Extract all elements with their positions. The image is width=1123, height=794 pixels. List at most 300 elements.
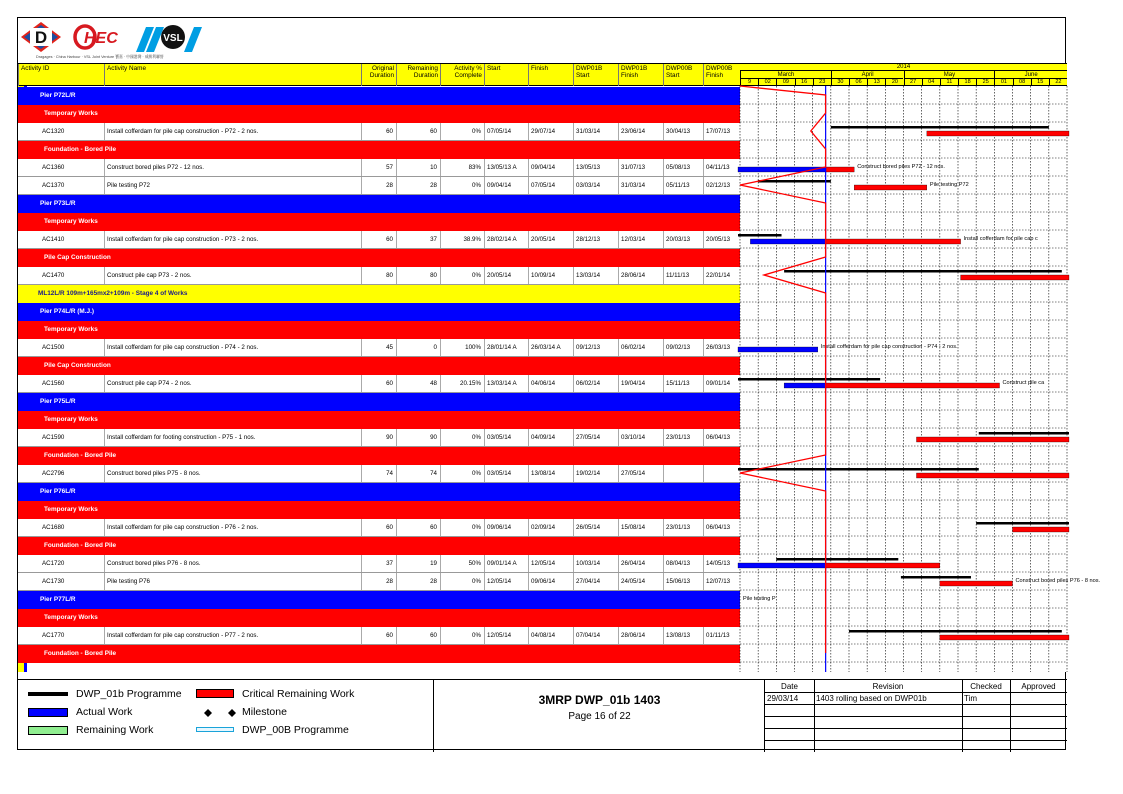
cell-name: Install cofferdam for footing construction - P75 - 1 nos. bbox=[104, 429, 361, 446]
gantt-chart bbox=[740, 86, 1101, 672]
cell-pct: 83% bbox=[440, 159, 484, 176]
actual-work-bar bbox=[784, 383, 826, 388]
legend-remaining-label: Remaining Work bbox=[76, 724, 154, 736]
cell-rd: 80 bbox=[396, 267, 440, 284]
legend-critical-swatch bbox=[196, 689, 234, 698]
cell-od: 28 bbox=[361, 573, 396, 590]
gantt-bar-label: Install cofferdam for pile cap c bbox=[963, 236, 1038, 242]
cell-id: AC1320 bbox=[42, 128, 65, 135]
cell-rd: 10 bbox=[396, 159, 440, 176]
cell-rd: 48 bbox=[396, 375, 440, 392]
vsl-logo-text: VSL bbox=[163, 33, 183, 44]
cell-s1: 03/03/14 bbox=[573, 177, 618, 194]
critical-remaining-bar bbox=[1013, 527, 1070, 532]
cell-od: 28 bbox=[361, 177, 396, 194]
cell-pct: 100% bbox=[440, 339, 484, 356]
wbs-label: Pier P73L/R bbox=[40, 200, 76, 207]
cell-f1: 06/02/14 bbox=[618, 339, 663, 356]
wbs-label: Temporary Works bbox=[44, 416, 98, 423]
cell-od: 37 bbox=[361, 555, 396, 572]
cell-pct: 0% bbox=[440, 123, 484, 140]
critical-remaining-bar bbox=[826, 239, 961, 244]
cell-f0: 04/11/13 bbox=[703, 159, 740, 176]
cell-name: Construct pile cap P73 - 2 nos. bbox=[104, 267, 361, 284]
cell-start: 09/06/14 bbox=[484, 519, 528, 536]
cell-f0: 02/12/13 bbox=[703, 177, 740, 194]
gantt-bar-label: Pile testing P72 bbox=[929, 182, 969, 188]
gantt-bar-label: Pile testing P bbox=[743, 596, 776, 602]
timeline-week: 02 bbox=[758, 79, 776, 86]
cell-f1: 24/05/14 bbox=[618, 573, 663, 590]
cell-s0 bbox=[663, 465, 703, 482]
wbs-group-row[interactable] bbox=[18, 393, 740, 411]
cell-name: Install cofferdam for pile cap construction - P73 - 2 nos. bbox=[104, 231, 361, 248]
wbs-group-row[interactable] bbox=[18, 195, 740, 213]
cell-rd: 60 bbox=[396, 627, 440, 644]
header-line: DWP01B bbox=[621, 65, 648, 72]
critical-remaining-bar bbox=[927, 131, 1069, 136]
cell-start: 20/05/14 bbox=[484, 267, 528, 284]
timeline-week: 15 bbox=[1031, 79, 1049, 86]
cell-s1: 27/04/14 bbox=[573, 573, 618, 590]
header-activity-id[interactable]: Activity ID bbox=[18, 64, 104, 86]
cell-s0: 05/08/13 bbox=[663, 159, 703, 176]
cell-name: Pile testing P76 bbox=[104, 573, 361, 590]
wbs-group-row[interactable] bbox=[18, 645, 740, 663]
cell-f0: 22/01/14 bbox=[703, 267, 740, 284]
cell-id: AC1680 bbox=[42, 524, 65, 531]
cell-od: 90 bbox=[361, 429, 396, 446]
wbs-label: Pier P76L/R bbox=[40, 488, 76, 495]
header-line: Start bbox=[576, 72, 590, 79]
cell-pct: 0% bbox=[440, 573, 484, 590]
milestone-icon bbox=[228, 709, 236, 717]
wbs-label: Temporary Works bbox=[44, 218, 98, 225]
logo-area bbox=[18, 18, 278, 63]
cell-pct: 38.9% bbox=[440, 231, 484, 248]
cell-f1: 23/06/14 bbox=[618, 123, 663, 140]
header-dwp00b-finish[interactable] bbox=[703, 64, 740, 86]
vsl-logo bbox=[136, 22, 202, 52]
activity-row[interactable] bbox=[18, 267, 740, 285]
rev-date: 29/03/14 bbox=[767, 694, 799, 703]
cell-f0: 12/07/13 bbox=[703, 573, 740, 590]
wbs-group-row[interactable] bbox=[18, 609, 740, 627]
timeline-week: 27 bbox=[904, 79, 922, 86]
legend-dwp00b-swatch bbox=[196, 727, 234, 732]
cell-od: 80 bbox=[361, 267, 396, 284]
cell-finish: 09/04/14 bbox=[528, 159, 573, 176]
cell-od: 60 bbox=[361, 519, 396, 536]
rev-header-approved: Approved bbox=[1021, 682, 1056, 691]
cell-rd: 28 bbox=[396, 573, 440, 590]
critical-remaining-bar bbox=[916, 437, 1069, 442]
cell-f1: 15/08/14 bbox=[618, 519, 663, 536]
wbs-label: Foundation - Bored Pile bbox=[44, 146, 117, 153]
cell-pct: 20.15% bbox=[440, 375, 484, 392]
activity-table bbox=[18, 86, 740, 672]
cell-s1: 19/02/14 bbox=[573, 465, 618, 482]
wbs-group-row[interactable] bbox=[18, 141, 740, 159]
actual-work-bar bbox=[738, 347, 818, 352]
cell-pct: 0% bbox=[440, 177, 484, 194]
cell-name: Construct bored piles P75 - 8 nos. bbox=[104, 465, 361, 482]
cell-pct: 0% bbox=[440, 465, 484, 482]
cell-rd: 37 bbox=[396, 231, 440, 248]
rev-description: 1403 rolling based on DWP01b bbox=[816, 694, 927, 703]
activity-row[interactable] bbox=[18, 231, 740, 249]
activity-row[interactable] bbox=[18, 429, 740, 447]
wbs-group-row[interactable] bbox=[18, 321, 740, 339]
wbs-group-row[interactable] bbox=[18, 213, 740, 231]
report-title: 3MRP DWP_01b 1403 bbox=[538, 693, 661, 707]
cell-f0: 20/05/13 bbox=[703, 231, 740, 248]
cell-start: 07/05/14 bbox=[484, 123, 528, 140]
critical-remaining-bar bbox=[826, 383, 1000, 388]
header-line: DWP00B bbox=[706, 65, 733, 72]
cell-id: AC1720 bbox=[42, 560, 65, 567]
timeline-month: April bbox=[831, 71, 904, 79]
cell-od: 60 bbox=[361, 627, 396, 644]
cell-s1: 10/03/14 bbox=[573, 555, 618, 572]
column-header bbox=[18, 63, 740, 86]
timeline-week: 04 bbox=[922, 79, 940, 86]
cell-start: 03/05/14 bbox=[484, 429, 528, 446]
wbs-group-row[interactable] bbox=[18, 537, 740, 555]
wbs-label: Pile Cap Construction bbox=[44, 254, 111, 261]
cell-s0: 20/03/13 bbox=[663, 231, 703, 248]
rev-grid bbox=[765, 728, 1067, 729]
cell-pct: 0% bbox=[440, 519, 484, 536]
wbs-label: Temporary Works bbox=[44, 506, 98, 513]
cell-f1: 19/04/14 bbox=[618, 375, 663, 392]
timeline-week: 08 bbox=[1013, 79, 1031, 86]
cell-start: 09/01/14 A bbox=[484, 555, 528, 572]
header-line: Original bbox=[371, 65, 394, 72]
cell-f0: 06/04/13 bbox=[703, 519, 740, 536]
cell-name: Pile testing P72 bbox=[104, 177, 361, 194]
cell-finish: 26/03/14 A bbox=[528, 339, 573, 356]
cell-finish: 13/08/14 bbox=[528, 465, 573, 482]
cell-s1: 26/05/14 bbox=[573, 519, 618, 536]
critical-remaining-bar bbox=[940, 635, 1069, 640]
programme-bar bbox=[901, 576, 971, 579]
cell-finish: 04/08/14 bbox=[528, 627, 573, 644]
cell-od: 60 bbox=[361, 375, 396, 392]
cell-s0: 15/11/13 bbox=[663, 375, 703, 392]
legend-milestone-label: Milestone bbox=[242, 706, 287, 718]
wbs-label: Pile Cap Construction bbox=[44, 362, 111, 369]
header-line: Finish bbox=[621, 72, 639, 79]
cell-f0: 06/04/13 bbox=[703, 429, 740, 446]
cell-od: 60 bbox=[361, 231, 396, 248]
cell-name: Install cofferdam for pile cap construction - P76 - 2 nos. bbox=[104, 519, 361, 536]
cell-pct: 0% bbox=[440, 267, 484, 284]
header-line: Duration bbox=[369, 72, 394, 79]
wbs-group-row[interactable] bbox=[18, 483, 740, 501]
cell-name: Install cofferdam for pile cap construction - P77 - 2 nos. bbox=[104, 627, 361, 644]
activity-row[interactable] bbox=[18, 159, 740, 177]
cell-pct: 0% bbox=[440, 429, 484, 446]
programme-bar bbox=[758, 180, 831, 183]
wbs-label: Pier P77L/R bbox=[40, 596, 76, 603]
cell-rd: 90 bbox=[396, 429, 440, 446]
timeline-week: 25 bbox=[976, 79, 994, 86]
wbs-label: Pier P74L/R (M.J.) bbox=[40, 308, 94, 315]
wbs-label: Temporary Works bbox=[44, 326, 98, 333]
cell-name: Construct bored piles P72 - 12 nos. bbox=[104, 159, 361, 176]
cell-f0: 26/03/13 bbox=[703, 339, 740, 356]
cell-finish: 07/05/14 bbox=[528, 177, 573, 194]
cell-id: AC1370 bbox=[42, 182, 65, 189]
rev-grid bbox=[1010, 680, 1011, 752]
legend-remaining-swatch bbox=[28, 726, 68, 735]
rev-grid bbox=[765, 704, 1067, 705]
header-orig-dur[interactable] bbox=[361, 64, 396, 86]
activity-row[interactable] bbox=[18, 339, 740, 357]
header-finish[interactable]: Finish bbox=[528, 64, 573, 86]
activity-row[interactable] bbox=[18, 177, 740, 195]
wbs-label: Foundation - Bored Pile bbox=[44, 650, 117, 657]
cell-id: AC1770 bbox=[42, 632, 65, 639]
chec-logo-text: HEC bbox=[84, 30, 118, 47]
timeline-week: 9 bbox=[740, 79, 758, 86]
activity-row[interactable] bbox=[18, 519, 740, 537]
programme-bar bbox=[831, 126, 1049, 129]
cell-finish: 04/06/14 bbox=[528, 375, 573, 392]
cell-f1: 26/04/14 bbox=[618, 555, 663, 572]
legend-programme-label: DWP_01b Programme bbox=[76, 688, 182, 700]
gantt-bar-label: Construct bored piles P72 - 12 nos. bbox=[857, 164, 945, 170]
cell-s0: 11/11/13 bbox=[663, 267, 703, 284]
programme-bar bbox=[976, 522, 1069, 525]
cell-s0: 23/01/13 bbox=[663, 519, 703, 536]
cell-f0: 01/11/13 bbox=[703, 627, 740, 644]
rev-checked: Tim bbox=[964, 694, 978, 703]
cell-start: 12/05/14 bbox=[484, 627, 528, 644]
cell-rd: 60 bbox=[396, 123, 440, 140]
programme-bar bbox=[849, 630, 1062, 633]
timeline-week: 11 bbox=[940, 79, 958, 86]
timeline-header bbox=[740, 63, 1067, 86]
cell-s1: 09/12/13 bbox=[573, 339, 618, 356]
cell-f1: 31/07/13 bbox=[618, 159, 663, 176]
cell-rd: 60 bbox=[396, 519, 440, 536]
cell-rd: 19 bbox=[396, 555, 440, 572]
wbs-label: ML12L/R 109m+165mx2+109m - Stage 4 of Works bbox=[38, 290, 188, 297]
cell-finish: 20/05/14 bbox=[528, 231, 573, 248]
cell-od: 45 bbox=[361, 339, 396, 356]
cell-s0: 09/02/13 bbox=[663, 339, 703, 356]
activity-row[interactable] bbox=[18, 627, 740, 645]
dragages-logo-letter: D bbox=[34, 28, 48, 47]
cell-s0: 30/04/13 bbox=[663, 123, 703, 140]
header-activity-name[interactable]: Activity Name bbox=[104, 64, 361, 86]
header-dwp00b-start[interactable] bbox=[663, 64, 703, 86]
chec-logo bbox=[74, 24, 128, 50]
wbs-label: Temporary Works bbox=[44, 614, 98, 621]
timeline-week: 18 bbox=[958, 79, 976, 86]
header-line: Remaining bbox=[407, 65, 438, 72]
cell-s1: 13/03/14 bbox=[573, 267, 618, 284]
wbs-group-row[interactable] bbox=[18, 285, 740, 303]
wbs-group-row[interactable] bbox=[18, 357, 740, 375]
rev-grid bbox=[962, 680, 963, 752]
cell-id: AC1590 bbox=[42, 434, 65, 441]
cell-finish: 02/09/14 bbox=[528, 519, 573, 536]
header-line: DWP00B bbox=[666, 65, 693, 72]
schedule-sheet bbox=[17, 17, 1101, 750]
cell-finish: 09/06/14 bbox=[528, 573, 573, 590]
cell-rd: 74 bbox=[396, 465, 440, 482]
cell-start: 13/05/13 A bbox=[484, 159, 528, 176]
programme-bar bbox=[738, 234, 782, 237]
cell-pct: 50% bbox=[440, 555, 484, 572]
revision-table bbox=[765, 680, 1067, 752]
header-line: Finish bbox=[706, 72, 724, 79]
cell-s1: 13/05/13 bbox=[573, 159, 618, 176]
cell-rd: 28 bbox=[396, 177, 440, 194]
cell-f0 bbox=[703, 465, 740, 482]
cell-s1: 31/03/14 bbox=[573, 123, 618, 140]
timeline-month: May bbox=[904, 71, 995, 79]
rev-grid bbox=[765, 740, 1067, 741]
wbs-group-row[interactable] bbox=[18, 87, 740, 105]
header-line: Activity % bbox=[454, 65, 482, 72]
wbs-group-row[interactable] bbox=[18, 501, 740, 519]
cell-start: 13/03/14 A bbox=[484, 375, 528, 392]
rev-grid bbox=[814, 680, 815, 752]
header-line: DWP01B bbox=[576, 65, 603, 72]
cell-name: Construct bored piles P76 - 8 nos. bbox=[104, 555, 361, 572]
rev-header-revision: Revision bbox=[872, 682, 904, 691]
wbs-group-row[interactable] bbox=[18, 591, 740, 609]
legend-actual-swatch bbox=[28, 708, 68, 717]
timeline-week: 30 bbox=[831, 79, 849, 86]
cell-name: Install cofferdam for pile cap construction - P74 - 2 nos. bbox=[104, 339, 361, 356]
cell-s0: 23/01/13 bbox=[663, 429, 703, 446]
cell-f1: 28/06/14 bbox=[618, 627, 663, 644]
legend bbox=[18, 680, 434, 752]
cell-f0: 09/01/14 bbox=[703, 375, 740, 392]
cell-start: 09/04/14 bbox=[484, 177, 528, 194]
cell-od: 74 bbox=[361, 465, 396, 482]
header-dwp01b-finish[interactable] bbox=[618, 64, 663, 86]
legend-programme-swatch bbox=[28, 692, 68, 696]
header-start[interactable]: Start bbox=[484, 64, 528, 86]
timeline-year: 2014 bbox=[740, 64, 1067, 71]
wbs-label: Foundation - Bored Pile bbox=[44, 542, 117, 549]
wbs-label: Temporary Works bbox=[44, 110, 98, 117]
rev-header-checked: Checked bbox=[970, 682, 1002, 691]
actual-work-bar bbox=[750, 239, 825, 244]
cell-id: AC1500 bbox=[42, 344, 65, 351]
cell-name: Install cofferdam for pile cap construction - P72 - 2 nos. bbox=[104, 123, 361, 140]
gantt-bar-label: Construct pile ca bbox=[1002, 380, 1045, 386]
timeline-week: 22 bbox=[1049, 79, 1067, 86]
cell-s1: 06/02/14 bbox=[573, 375, 618, 392]
cell-finish: 04/09/14 bbox=[528, 429, 573, 446]
timeline-week: 09 bbox=[776, 79, 794, 86]
cell-f1: 28/06/14 bbox=[618, 267, 663, 284]
header-line: Start bbox=[666, 72, 680, 79]
page-number: Page 16 of 22 bbox=[568, 711, 631, 722]
gantt-bar-label: Construct bored piles P76 - 8 nos. bbox=[1015, 578, 1101, 584]
cell-rd: 0 bbox=[396, 339, 440, 356]
timeline-week: 13 bbox=[867, 79, 885, 86]
activity-row[interactable] bbox=[18, 375, 740, 393]
cell-f1: 27/05/14 bbox=[618, 465, 663, 482]
cell-s0: 15/06/13 bbox=[663, 573, 703, 590]
dragages-logo bbox=[21, 22, 61, 52]
cell-id: AC1730 bbox=[42, 578, 65, 585]
critical-remaining-bar bbox=[826, 563, 940, 568]
wbs-label: Foundation - Bored Pile bbox=[44, 452, 117, 459]
timeline-week: 20 bbox=[885, 79, 903, 86]
cell-id: AC1360 bbox=[42, 164, 65, 171]
wbs-group-row[interactable] bbox=[18, 411, 740, 429]
cell-s0: 05/11/13 bbox=[663, 177, 703, 194]
cell-f1: 31/03/14 bbox=[618, 177, 663, 194]
wbs-group-row[interactable] bbox=[18, 303, 740, 321]
cell-start: 12/05/14 bbox=[484, 573, 528, 590]
timeline-week: 06 bbox=[849, 79, 867, 86]
cell-s1: 27/05/14 bbox=[573, 429, 618, 446]
cell-s0: 13/08/13 bbox=[663, 627, 703, 644]
wbs-label: Pier P75L/R bbox=[40, 398, 76, 405]
wbs-group-row[interactable] bbox=[18, 249, 740, 267]
activity-row[interactable] bbox=[18, 555, 740, 573]
activity-row[interactable] bbox=[18, 465, 740, 483]
cell-f0: 14/05/13 bbox=[703, 555, 740, 572]
gantt-bar-label: Install cofferdam for pile cap construction - P74 - 2 nos. bbox=[820, 344, 958, 350]
wbs-group-row[interactable] bbox=[18, 447, 740, 465]
header-dwp01b-start[interactable] bbox=[573, 64, 618, 86]
timeline-month: June bbox=[994, 71, 1067, 79]
rev-grid bbox=[765, 716, 1067, 717]
cell-start: 28/02/14 A bbox=[484, 231, 528, 248]
cell-od: 60 bbox=[361, 123, 396, 140]
programme-bar bbox=[776, 558, 898, 561]
programme-bar bbox=[979, 432, 1069, 435]
title-block bbox=[434, 680, 765, 752]
timeline-week: 01 bbox=[994, 79, 1012, 86]
cell-s1: 28/12/13 bbox=[573, 231, 618, 248]
wbs-group-row[interactable] bbox=[18, 105, 740, 123]
cell-pct: 0% bbox=[440, 627, 484, 644]
header-pct[interactable] bbox=[440, 64, 484, 86]
critical-remaining-bar bbox=[854, 185, 927, 190]
cell-finish: 29/07/14 bbox=[528, 123, 573, 140]
activity-row[interactable] bbox=[18, 573, 740, 591]
legend-actual-label: Actual Work bbox=[76, 706, 133, 718]
cell-s0: 08/04/13 bbox=[663, 555, 703, 572]
wbs-label: Pier P72L/R bbox=[40, 92, 76, 99]
cell-finish: 12/05/14 bbox=[528, 555, 573, 572]
header-line: Complete bbox=[454, 72, 482, 79]
legend-dwp00b-label: DWP_00B Programme bbox=[242, 724, 349, 736]
footer bbox=[18, 679, 1067, 751]
cell-id: AC2796 bbox=[42, 470, 65, 477]
programme-bar bbox=[738, 378, 880, 381]
header-rem-dur[interactable] bbox=[396, 64, 440, 86]
legend-critical-label: Critical Remaining Work bbox=[242, 688, 355, 700]
cell-s1: 07/04/14 bbox=[573, 627, 618, 644]
critical-remaining-bar bbox=[940, 581, 1013, 586]
cell-id: AC1560 bbox=[42, 380, 65, 387]
cell-start: 03/05/14 bbox=[484, 465, 528, 482]
activity-row[interactable] bbox=[18, 123, 740, 141]
